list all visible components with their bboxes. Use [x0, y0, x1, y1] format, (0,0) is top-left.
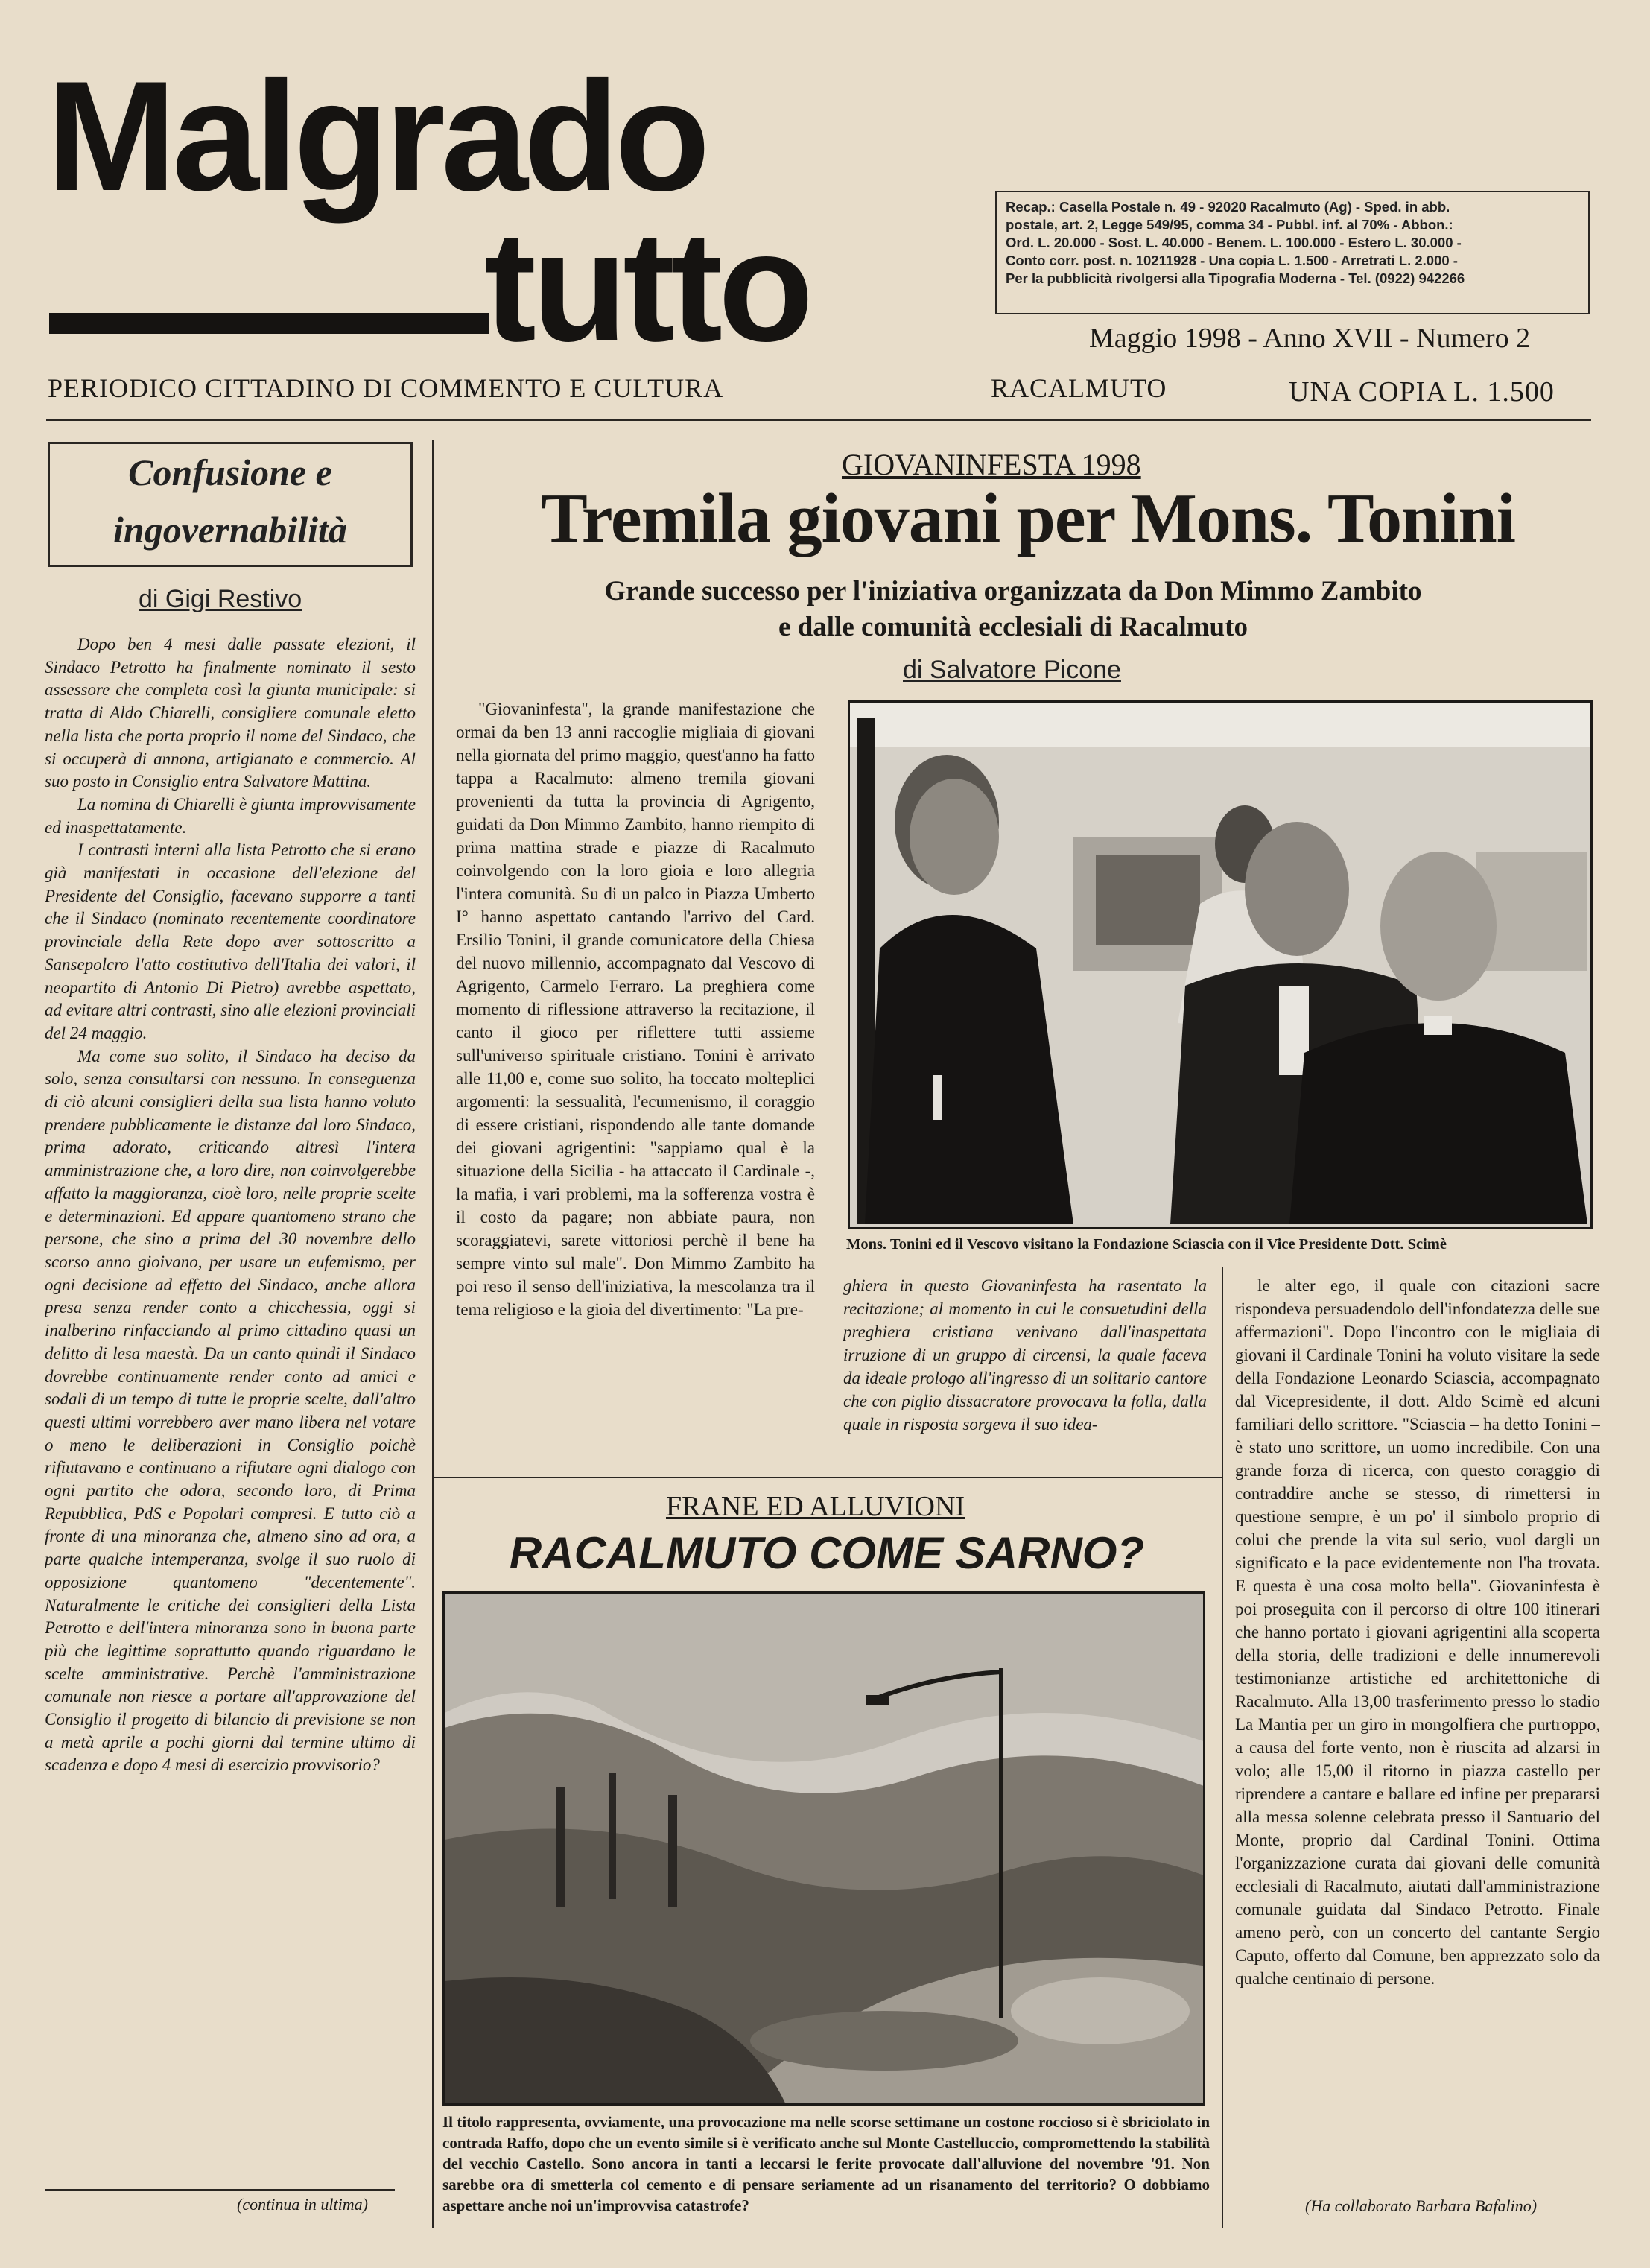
masthead-title-malgrado: Malgrado — [46, 48, 706, 224]
editorial-byline: di Gigi Restivo — [139, 585, 302, 613]
lead-byline: di Salvatore Picone — [903, 656, 1121, 684]
lead-column-1: "Giovaninfesta", la grande manifestazione che ormai da ben 13 anni raccoglie migliaia di giovani nella giornata del primo maggio, quest'anno ha fatto tappa a Racalmuto: almeno tremila giovani provenienti da tutta la provincia di Agrigento, guidati da Don Mimmo Zambito, hanno riempito di prima mattina strade e piazze di Racalmuto coinvolgendo con la loro gioia e loro allegria l'intera comunità. Su di un palco in Piazza Umberto I° hanno aspettato cantando l'arrivo del Card. Ersilio Tonini, il grande comunicatore della Chiesa del nuovo millennio, accompagnato dal Vescovo di Agrigento, Carmelo Ferraro. La preghiera come momento di riflessione attraverso la recitazione, il canto il gioco per riflettere tutti assieme sull'universo spirituale cristiano. Tonini è arrivato alle 11,00 e, come suo solito, ha toccato molteplici argomenti: la sessualità, l'ecumenismo, il coraggio di essere cristiani, rispondendo alle tante domande dei giovani agrigentini: "sappiamo qual è la situazione della Sicilia - ha attaccato il Cardinale -, la mafia, i vari problemi, ma la sofferenza vostra è il costo da pagare; non abbiate paura, non scoraggiatevi, sarete vittoriosi perchè il bene ha sempre vinto sul male". Don Mimmo Zambito ha poi reso il senso dell'iniziativa, la mescolanza tra il tema religioso e la gioia del divertimento: "La pre- — [456, 700, 815, 1319]
landslide-photo-caption: Il titolo rappresenta, ovviamente, una provocazione ma nelle scorse settimane un costone roccioso si è sbriciolato in contrada Raffo, dopo che un evento simile si è verificato anche sul Monte Castelluccio, compromettendo la stabilità del vecchio Castello. Sono ancora in tanti a leccarsi le ferite provocate dall'alluvione del novembre '91. Non sarebbe ora di smetterla col cemento e di pensare seriamente ad un risanamento del territorio? O dobbiamo aspettare anche noi un'improvvisa catastrofe? — [442, 2113, 1210, 2214]
issue-info: Maggio 1998 - Anno XVII - Numero 2 — [1089, 323, 1531, 354]
lead-kicker: GIOVANINFESTA 1998 — [842, 448, 1141, 481]
editorial-paragraph: Dopo ben 4 mesi dalle passate elezioni, il Sindaco Petrotto ha finalmente nominato il sesto assessore che completa così la giunta municipale: si tratta di Aldo Chiarelli, consigliere comunale eletto nella lista che porta proprio il nome del Sindaco, che si occuperà di annona, artigianato e commercio. Al suo posto in Consiglio entra Salvatore Mattina. — [45, 635, 416, 791]
lead-headline: Tremila giovani per Mons. Tonini — [541, 480, 1515, 557]
second-headline: RACALMUTO COME SARNO? — [509, 1528, 1145, 1578]
editorial-title-line: Confusione e — [128, 452, 332, 493]
second-kicker: FRANE ED ALLUVIONI — [666, 1491, 965, 1522]
masthead-town: RACALMUTO — [991, 373, 1167, 403]
masthead-subtitle: PERIODICO CITTADINO DI COMMENTO E CULTURA — [48, 373, 724, 403]
lead-subhead-line: e dalle comunità ecclesiali di Racalmuto — [778, 612, 1248, 642]
lead-photo-image — [850, 703, 1593, 1229]
column-divider — [432, 440, 434, 2228]
lead-column-2: ghiera in questo Giovaninfesta ha rasentato la recitazione; al momento in cui le consuetudini della preghiera cristiana venivano dall'inaspettata irruzione di un gruppo di circensi, la quale faceva da ideale prologo all'ingresso di un solitario cantore che con piglio dissacratore provocava la folla, dalla quale in risposta sorgeva il suo idea- — [843, 1276, 1207, 1434]
lead-credit: (Ha collaborato Barbara Bafalino) — [1305, 2196, 1538, 2215]
lead-subhead-line: Grande successo per l'iniziativa organizzata da Don Mimmo Zambito — [604, 576, 1422, 606]
masthead-price: UNA COPIA L. 1.500 — [1289, 376, 1555, 408]
editorial-title-line: ingovernabilità — [113, 509, 347, 551]
info-line: Per la pubblicità rivolgersi alla Tipografia Moderna - Tel. (0922) 942266 — [1006, 270, 1465, 286]
info-line: Recap.: Casella Postale n. 49 - 92020 Racalmuto (Ag) - Sped. in abb. — [1006, 199, 1450, 215]
landslide-photo — [442, 1591, 1205, 2106]
editorial-end-rule — [45, 2189, 395, 2191]
info-line: Ord. L. 20.000 - Sost. L. 40.000 - Benem. L. 100.000 - Estero L. 30.000 - — [1006, 235, 1462, 250]
editorial-title-box — [48, 442, 413, 567]
story-divider — [1222, 1267, 1223, 2228]
subscription-info-box — [995, 191, 1590, 314]
masthead-rule — [46, 419, 1591, 421]
continued-note: (continua in ultima) — [237, 2195, 368, 2214]
editorial-paragraph: La nomina di Chiarelli è giunta improvvisamente ed inaspettatamente. — [45, 794, 416, 837]
editorial-body — [45, 633, 416, 2183]
second-story-top-rule — [432, 1477, 1222, 1478]
info-line: postale, art. 2, Legge 549/95, comma 34 - Pubbl. inf. al 70% - Abbon.: — [1006, 217, 1453, 232]
lead-photo — [848, 700, 1593, 1229]
landslide-photo-image — [445, 1594, 1205, 2106]
info-line: Conto corr. post. n. 10211928 - Una copia L. 1.500 - Arretrati L. 2.000 - — [1006, 253, 1458, 268]
lead-column-3: le alter ego, il quale con citazioni sacre rispondeva persuadendolo dell'infondatezza delle sue affermazioni". Dopo l'incontro con le migliaia di giovani il Cardinale Tonini ha voluto visitare la sede della Fondazione Leonardo Sciascia, accompagnato dal Vicepresidente, il dott. Aldo Scimè ed alcuni familiari dello scrittore. "Sciascia – ha detto Tonini – è stato uno scrittore, un uomo incredibile. Con una grande forza di ricerca, con questo coraggio di contraddire anche se stesso, di rimettersi in questione sempre, è un po' il simbolo proprio di colui che prende la vita sul serio, vuol dargli un significato e la pace evidentemente non l'ha trovata. E questa è una cosa molto bella". Giovaninfesta è poi proseguita con il percorso di oltre 100 itinerari che hanno portato i giovani agrigentini alla scoperta della storia, delle tradizioni e delle innumerevoli testimonianze artistiche ed architettoniche di Racalmuto. Alla 13,00 trasferimento presso lo stadio La Mantia per un giro in mongolfiera che purtroppo, a causa del forte vento, non è riuscita ad alzarsi in volo; alle 15,00 il ritorno in piazza castello per riprendere a cantare e ballare ed infine per prepararsi alla messa solenne celebrata presso il Santuario del Monte, proprio dal Cardinal Tonini. Ottima l'organizzazione curata dai giovani delle comunità ecclesiali di Racalmuto, aiutati dall'amministrazione comunale guidata dal Sindaco Petrotto. Finale ameno però, con un concerto del cantante Sergio Caputo, offerto dal Comune, ben apprezzato solo da qualche centinaio di persone. — [1235, 1276, 1600, 1988]
editorial-paragraph: Ma come suo solito, il Sindaco ha deciso da solo, senza consultarsi con nessuno. In conseguenza di ciò alcuni consiglieri della sua lista hanno voluto prendere pubblicamente le distanze dal loro Sindaco, prima adorato, criticando altresì l'intera amministrazione che, a loro dire, non coinvolgerebbe affatto la maggioranza, cioè loro, nelle proprie scelte e determinazioni. Ed appare quantomeno strano che persone, che sino a prima del 30 novembre dello scorso anno gioivano, per usare un eufemismo, per ogni decisione ad effetto del Sindaco, anche allora presa senza render conto a chicchessia, oggi si inalberino rinfacciando al primo cittadino quasi un delitto di lesa maestà. Da un canto quindi il Sindaco dovrebbe continuamente render conto ad amici e sodali di un tempo di tutte le proprie scelte, dall'altro questi ultimi vorrebbero aver mano libera nel votare o meno le deliberazioni in Consiglio poichè rifiutavano e continuano a rifiutare ogni dialogo con ogni partito che odora, secondo loro, di Prima Repubblica, PdS e Popolari compresi. E tutto ciò a fronte di una minoranza che, almeno sino ad ora, a parte qualche intemperanza, svolge il suo ruolo di opposizione quantomeno "decentemente". Naturalmente le critiche dei consiglieri della Lista Petrotto e dell'intera minoranza sono in buona parte più che legittime soprattutto quando riguardano le scelte amministrative. Perchè l'amministrazione comunale non riesce a portare all'approvazione del Consiglio il progetto di bilancio di previsione se non a metà aprile a pochi giorni dal termine ultimo di scadenza e dopo 4 mesi di esercizio provvisorio? — [45, 1046, 416, 1775]
lead-subhead — [440, 574, 1587, 645]
editorial-paragraph: I contrasti interni alla lista Petrotto che si erano già manifestati in occasione dell'elezione del Presidente del Consiglio, facevano supporre a tanti che il Sindaco (nominato recentemente coordinatore provinciale della Rete dopo aver sottoscritto a Sansepolcro l'atto costitutivo dell'Italia dei valori, il neopartito di Antonio Di Pietro) avrebbe aspettato, ad evitare altri contrasti, sino alle elezioni provinciali del 24 maggio. — [45, 840, 416, 1042]
lead-photo-caption: Mons. Tonini ed il Vescovo visitano la Fondazione Sciascia con il Vice Presidente Dott. Scimè — [846, 1236, 1447, 1252]
masthead-bar — [49, 313, 489, 334]
masthead-title-tutto: tutto — [484, 199, 810, 374]
